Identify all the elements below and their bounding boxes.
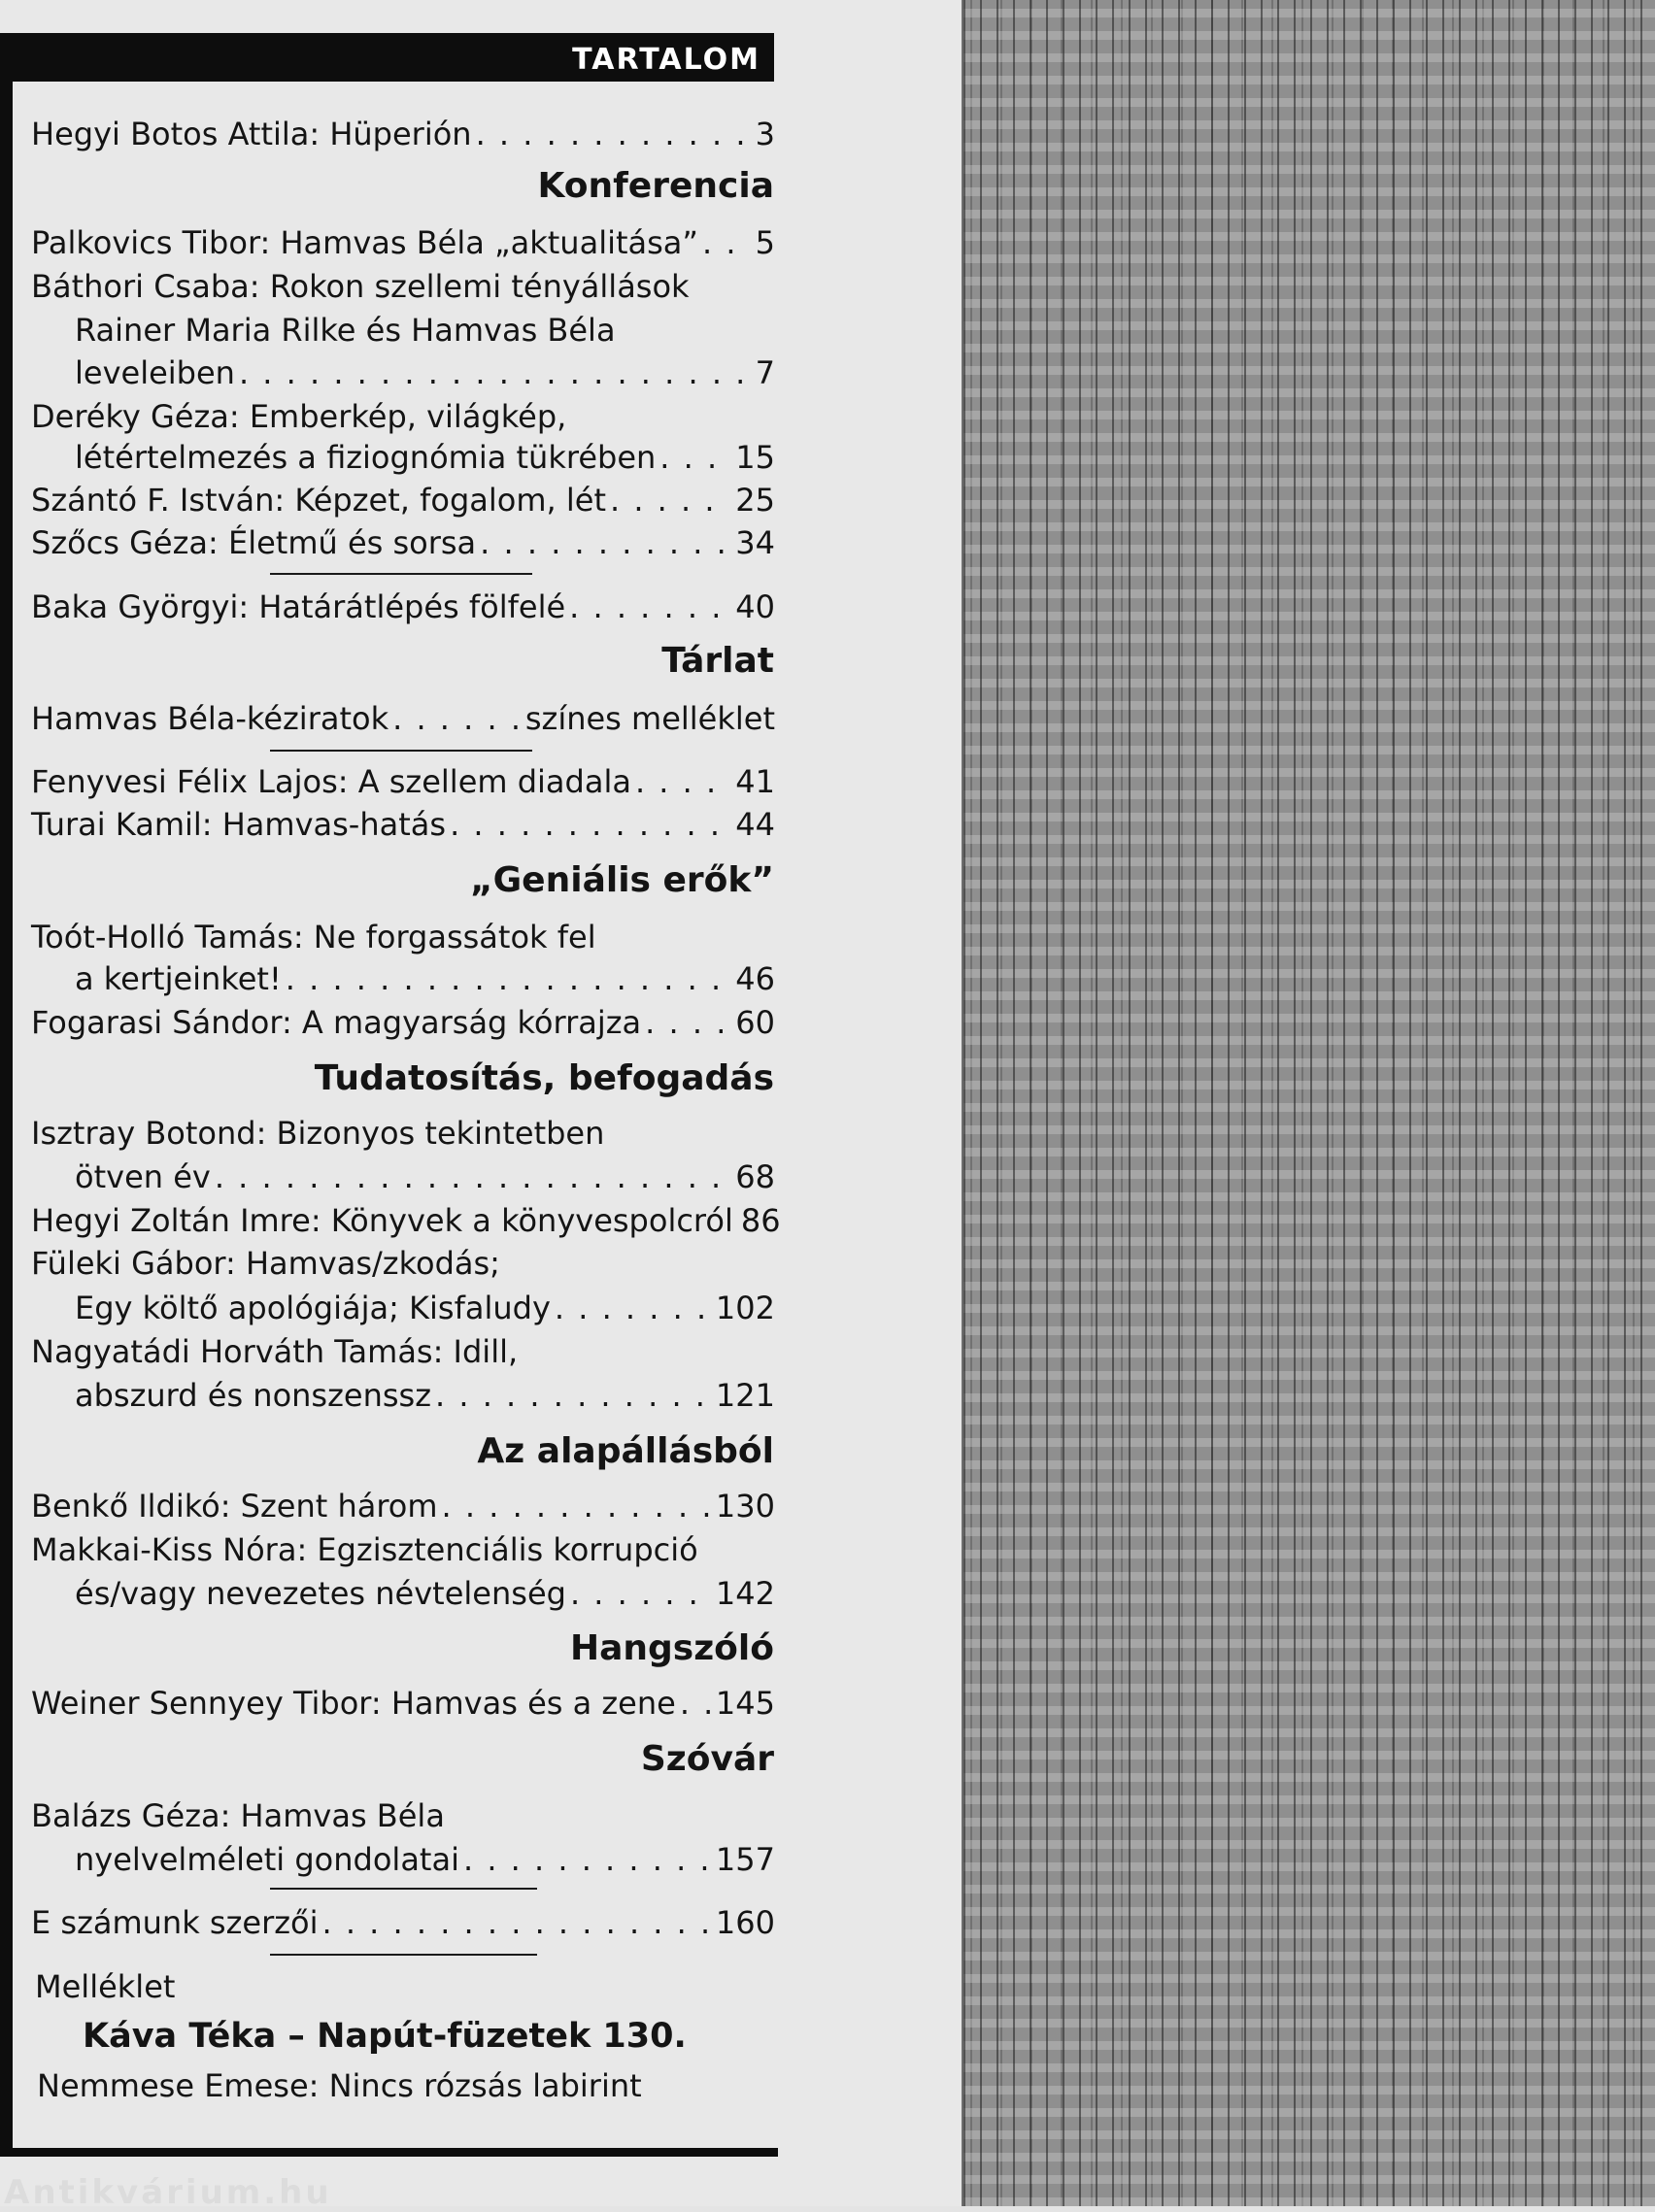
- entry-page: 130: [715, 1488, 775, 1525]
- dot-leader: [239, 353, 752, 392]
- section-heading: Tudatosítás, befogadás: [314, 1058, 774, 1098]
- entry-title: Baka Györgyi: Határátlépés fölfelé: [31, 588, 566, 625]
- section-heading: Hangszóló: [569, 1628, 774, 1668]
- entry-title: a kertjeinket!: [75, 960, 282, 997]
- section-heading: Szóvár: [640, 1739, 774, 1779]
- entry-title-line: Nagyatádi Horváth Tamás: Idill,: [31, 1333, 519, 1370]
- toc-entry: [75, 438, 775, 477]
- watermark: Antikvárium.hu: [4, 2173, 332, 2212]
- toc-entry: [75, 1289, 775, 1327]
- section-heading: „Geniális erők”: [469, 860, 774, 900]
- entry-page: 25: [735, 482, 775, 519]
- toc-entry: [75, 1376, 775, 1415]
- toc-entry: [75, 959, 775, 998]
- dot-leader: [463, 1840, 712, 1879]
- entry-page: 5: [755, 224, 775, 261]
- toc-entry: [31, 115, 775, 153]
- dot-leader: [702, 223, 752, 262]
- toc-entry: [75, 1157, 775, 1196]
- separator-rule: [270, 750, 532, 752]
- entry-page: 157: [715, 1841, 775, 1878]
- entry-page: 46: [735, 960, 775, 997]
- entry-page: 142: [715, 1575, 775, 1612]
- toc-entry: [31, 762, 775, 801]
- entry-title: abszurd és nonszenssz: [75, 1377, 431, 1414]
- dot-leader: [659, 438, 731, 477]
- dot-leader: [450, 805, 731, 844]
- dot-leader: [610, 481, 731, 519]
- dot-leader: [392, 699, 522, 738]
- toc-entry: [31, 805, 775, 844]
- dot-leader: [435, 1376, 712, 1415]
- toc-entry: [31, 587, 775, 626]
- dot-leader: [480, 523, 731, 562]
- separator-rule: [270, 573, 532, 575]
- entry-title: létértelmezés a fiziognómia tükrében: [75, 439, 657, 476]
- entry-page: 60: [735, 1004, 775, 1041]
- toc-entry: [75, 1840, 775, 1879]
- dot-leader: [476, 115, 752, 153]
- entry-page: 41: [735, 763, 775, 800]
- section-heading: Az alapállásból: [477, 1431, 774, 1471]
- dot-leader: [569, 587, 731, 626]
- section-heading: Konferencia: [537, 166, 774, 206]
- page-title: TARTALOM: [572, 43, 760, 77]
- entry-page: 34: [735, 524, 775, 561]
- entry-title: Palkovics Tibor: Hamvas Béla „aktualitása”: [31, 224, 698, 261]
- toc-entry: [31, 1903, 775, 1942]
- entry-title-line: Makkai-Kiss Nóra: Egzisztenciális korrupció: [31, 1531, 698, 1568]
- entry-title: Fenyvesi Félix Lajos: A szellem diadala: [31, 763, 631, 800]
- toc-entry: [31, 481, 775, 519]
- dot-leader: [555, 1289, 712, 1327]
- entry-title: leveleiben: [75, 354, 235, 391]
- entry-title: és/vagy nevezetes névtelenség: [75, 1575, 566, 1612]
- entry-page: 7: [755, 354, 775, 391]
- left-border-rule: [0, 82, 13, 2150]
- dot-leader: [286, 959, 732, 998]
- toc-entry: [31, 1684, 775, 1723]
- toc-entry: [31, 1201, 781, 1240]
- toc-entry: [31, 523, 775, 562]
- entry-title-line: Füleki Gábor: Hamvas/zkodás;: [31, 1245, 500, 1282]
- bottom-rule: [0, 2148, 778, 2157]
- entry-title-line: Balázs Géza: Hamvas Béla: [31, 1797, 445, 1834]
- entry-title: Weiner Sennyey Tibor: Hamvas és a zene: [31, 1685, 676, 1722]
- dot-leader: [321, 1903, 711, 1942]
- separator-rule: [270, 1888, 537, 1890]
- entry-title: Turai Kamil: Hamvas-hatás: [31, 806, 447, 843]
- dot-leader: [442, 1487, 712, 1525]
- entry-title: Hamvas Béla-kéziratok: [31, 700, 389, 737]
- entry-page: színes melléklet: [524, 700, 775, 737]
- entry-page: 68: [735, 1158, 775, 1195]
- entry-title: nyelvelméleti gondolatai: [75, 1841, 459, 1878]
- entry-title: Benkő Ildikó: Szent három: [31, 1488, 438, 1525]
- toc-entry: [75, 1574, 775, 1613]
- entry-title-line: Isztray Botond: Bizonyos tekintetben: [31, 1115, 605, 1152]
- entry-page: 86: [740, 1202, 781, 1239]
- entry-page: 102: [715, 1290, 775, 1326]
- dot-leader: [570, 1574, 712, 1613]
- toc-entry: [31, 699, 775, 738]
- entry-title-line: Deréky Géza: Emberkép, világkép,: [31, 398, 567, 435]
- entry-title: Hegyi Zoltán Imre: Könyvek a könyvespolcról: [31, 1202, 733, 1239]
- entry-title: Hegyi Botos Attila: Hüperión: [31, 116, 472, 152]
- toc-entry: [31, 1487, 775, 1525]
- entry-page: 160: [715, 1904, 775, 1941]
- supplement-title: Káva Téka – Napút-füzetek 130.: [83, 2017, 687, 2056]
- dot-leader: [680, 1684, 712, 1723]
- entry-title-line: Báthori Csaba: Rokon szellemi tényállások: [31, 268, 690, 305]
- separator-rule: [270, 1954, 537, 1956]
- toc-entry: [31, 1003, 775, 1042]
- entry-title-line: Rainer Maria Rilke és Hamvas Béla: [75, 312, 616, 349]
- entry-title: Szántó F. István: Képzet, fogalom, lét: [31, 482, 606, 519]
- entry-page: 121: [715, 1377, 775, 1414]
- entry-page: 15: [735, 439, 775, 476]
- dot-leader: [645, 1003, 731, 1042]
- dot-leader: [215, 1157, 731, 1196]
- entry-title: Fogarasi Sándor: A magyarság kórrajza: [31, 1004, 642, 1041]
- entry-page: 145: [715, 1685, 775, 1722]
- dot-leader: [635, 762, 731, 801]
- entry-page: 3: [755, 116, 775, 152]
- supplement-entry: Nemmese Emese: Nincs rózsás labirint: [37, 2067, 642, 2104]
- entry-title: E számunk szerzői: [31, 1904, 319, 1941]
- toc-entry: [75, 353, 775, 392]
- entry-title: ötven év: [75, 1158, 211, 1195]
- section-heading: Tárlat: [661, 641, 774, 681]
- header-bar: [0, 33, 774, 82]
- entry-page: 44: [735, 806, 775, 843]
- entry-title: Szőcs Géza: Életmű és sorsa: [31, 524, 477, 561]
- entry-page: 40: [735, 588, 775, 625]
- entry-title-line: Toót-Holló Tamás: Ne forgassátok fel: [31, 919, 596, 955]
- toc-entry: [31, 223, 775, 262]
- supplement-label: Melléklet: [35, 1968, 176, 2005]
- entry-title: Egy költő apológiája; Kisfaludy: [75, 1290, 551, 1326]
- cover-texture: [962, 0, 1655, 2206]
